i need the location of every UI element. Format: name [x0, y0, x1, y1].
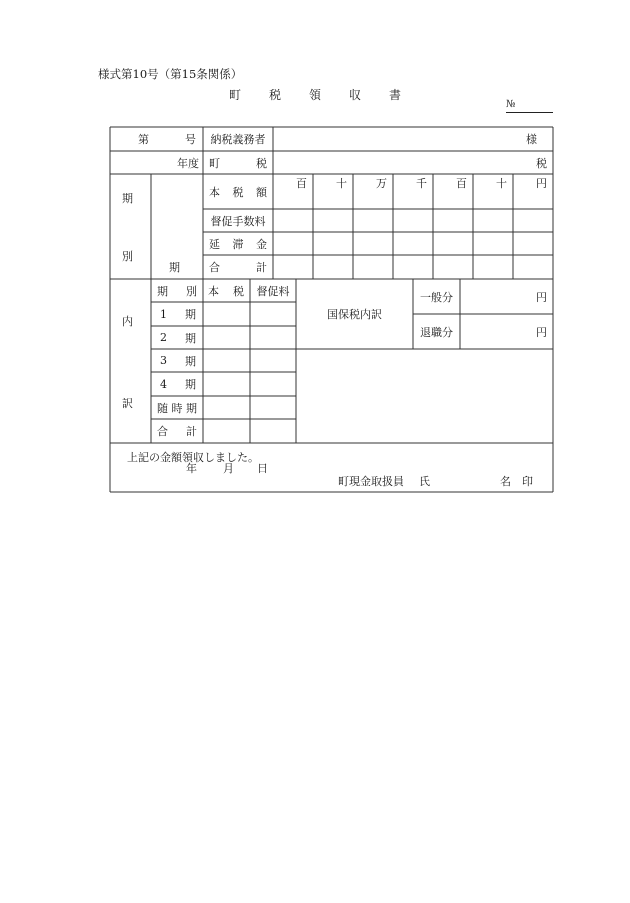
digit-header: 十 [496, 177, 507, 190]
title-char: 領 [308, 88, 321, 102]
period-row-label [160, 326, 196, 349]
taxpayer-label: 納税義務者 [210, 133, 266, 146]
zei-label: 税 [256, 156, 267, 170]
col-char: 本 [208, 284, 219, 298]
ippan-amount-field [460, 279, 547, 314]
row-char: 合 [209, 261, 220, 274]
row-char: 滞 [232, 237, 244, 251]
taxpayer-name-field [273, 127, 537, 151]
row-label-entai [209, 232, 267, 255]
mei-label: 名 [500, 475, 511, 488]
row-label-goukei [209, 255, 267, 279]
row-char: 税 [232, 185, 244, 199]
period-ki: 期 [185, 354, 196, 368]
tax-name-field [273, 151, 547, 174]
period-row-label [160, 349, 196, 372]
period-ki-label: 期 [169, 261, 180, 274]
title-char: 税 [268, 88, 281, 102]
period-ki: 期 [185, 378, 196, 391]
zuiji-char: 期 [186, 401, 197, 415]
yen-label: 円 [536, 290, 547, 304]
nendo-label: 年度 [177, 156, 199, 170]
kibetsu-ki-label: 期 [122, 192, 133, 205]
zuiji-char: 随 [157, 401, 168, 415]
col-header-kibetsu [157, 279, 197, 302]
period-ki: 期 [185, 308, 196, 321]
zei-end-label: 税 [536, 156, 547, 170]
receipt-number-cell [138, 127, 196, 151]
period-ki: 期 [185, 331, 196, 345]
go-label: 号 [185, 133, 196, 146]
form-number-label: 様式第10号（第15条関係） [98, 67, 243, 81]
ippan-label: 一般分 [420, 290, 453, 304]
title-char: 書 [389, 88, 402, 102]
row-char: 本 [209, 185, 220, 199]
digit-header: 円 [536, 177, 547, 190]
period-row-label [160, 372, 196, 396]
taishoku-amount-field [460, 314, 547, 349]
row-label-tokusoku: 督促手数料 [210, 214, 266, 228]
digit-header: 百 [296, 177, 307, 190]
yen-label: 円 [536, 325, 547, 339]
period-num: 4 [160, 377, 167, 391]
sama-label: 様 [526, 133, 537, 146]
title-char: 町 [228, 88, 241, 102]
col-char: 期 [157, 284, 168, 298]
tax-type-cell [209, 151, 267, 174]
fiscal-year-cell [110, 151, 199, 174]
kibetsu-betsu-label: 別 [122, 250, 133, 263]
date-month-label: 月 [223, 462, 234, 475]
row-char: 額 [256, 185, 267, 199]
period-row-label [160, 302, 196, 326]
col-header-tokusoku: 督促料 [256, 284, 290, 298]
period-num: 1 [160, 307, 167, 321]
title-char: 収 [349, 88, 362, 102]
digit-header: 十 [336, 177, 347, 190]
col-header-honzei [208, 279, 244, 302]
kokuho-breakdown-label: 国保税内訳 [327, 308, 382, 321]
cash-clerk-label: 町現金取扱員 [338, 475, 404, 488]
seal-label: 印 [522, 475, 533, 488]
total-char: 合 [157, 425, 168, 438]
breakdown-wake-label: 訳 [122, 397, 133, 410]
number-mark: № [506, 99, 516, 110]
period-row-label-total [157, 419, 197, 443]
row-char: 計 [256, 261, 267, 274]
receipt-statement: 上記の金額領収しました。 [127, 451, 259, 464]
period-num: 2 [160, 331, 167, 344]
row-label-honzei [209, 174, 267, 209]
period-row-label-zuiji [157, 396, 197, 419]
row-char: 金 [256, 237, 267, 251]
digit-header: 万 [376, 177, 387, 190]
row-char: 延 [209, 237, 220, 251]
col-char: 別 [186, 284, 197, 298]
digit-header: 百 [456, 177, 467, 190]
machi-label: 町 [209, 156, 220, 170]
zuiji-char: 時 [171, 401, 183, 415]
col-char: 税 [233, 284, 244, 298]
dai-label: 第 [138, 133, 149, 146]
shi-label: 氏 [419, 475, 430, 488]
total-char: 計 [186, 425, 197, 438]
digit-header: 千 [416, 177, 427, 190]
date-year-label: 年 [186, 462, 197, 475]
period-num: 3 [160, 354, 167, 367]
breakdown-uchi-label: 内 [122, 315, 133, 328]
taishoku-label: 退職分 [420, 325, 453, 339]
date-day-label: 日 [257, 462, 268, 475]
